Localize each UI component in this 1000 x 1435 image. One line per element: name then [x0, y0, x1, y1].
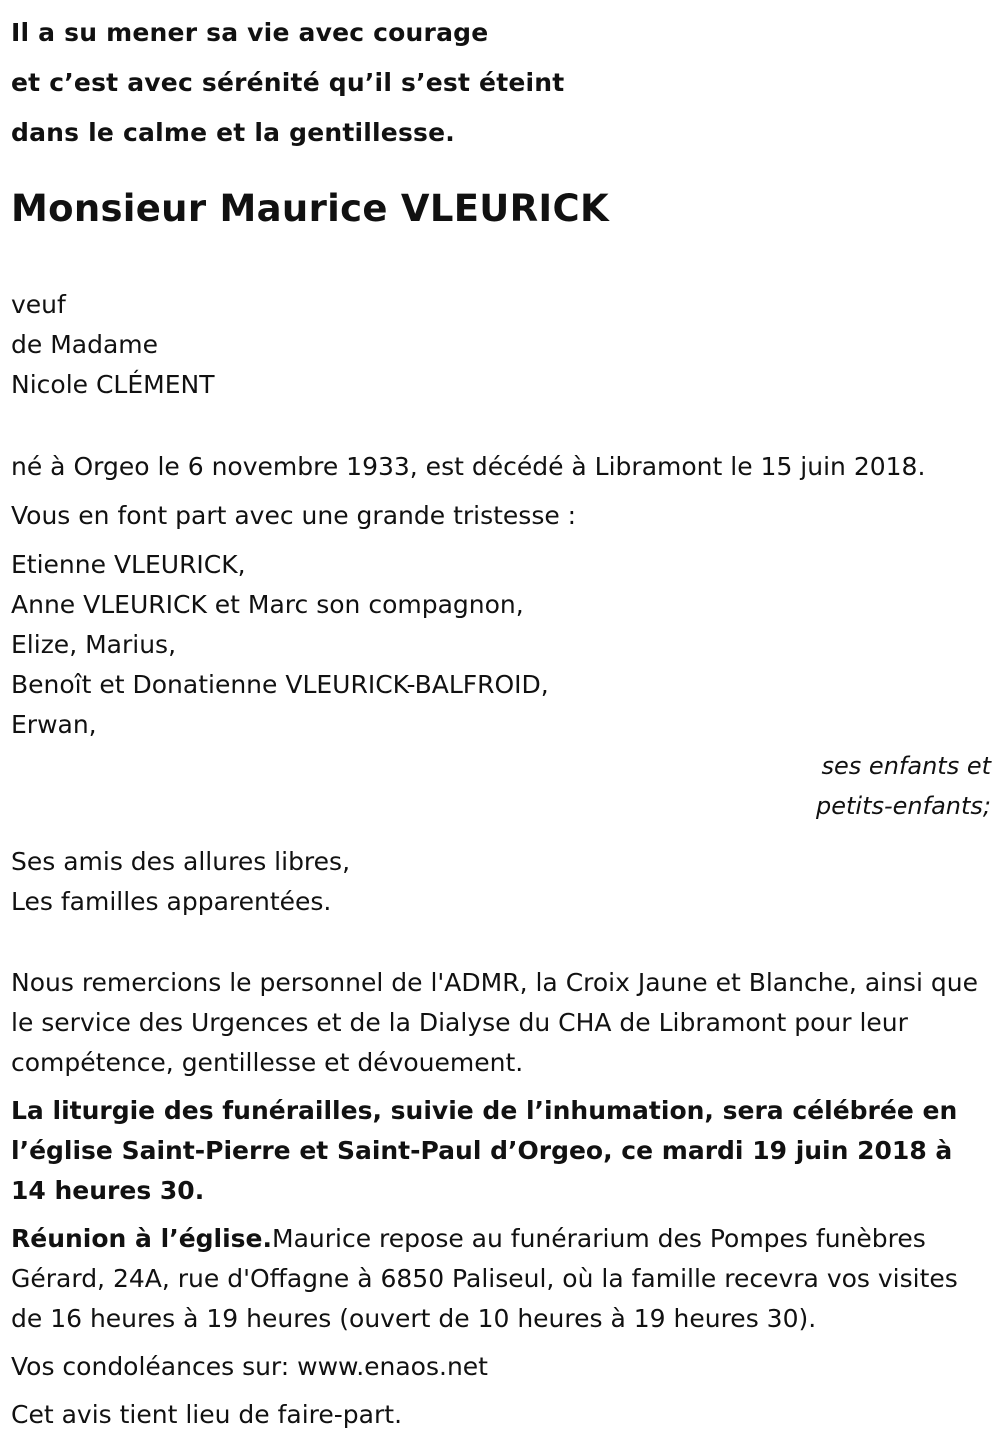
- family-member: Etienne VLEURICK,: [11, 550, 246, 579]
- widow-line: Nicole CLÉMENT: [11, 370, 215, 399]
- reunion-lead: Réunion à l’église.: [11, 1224, 273, 1253]
- deceased-name: Monsieur Maurice VLEURICK: [11, 187, 609, 230]
- poem-line: et c’est avec sérénité qu’il s’est éteint: [11, 68, 565, 97]
- family-relation-note: [11, 746, 991, 826]
- family-member: Benoît et Donatienne VLEURICK-BALFROID,: [11, 670, 549, 699]
- reunion-text: Maurice repose au funérarium des Pompes funèbres Gérard, 24A, rue d'Offagne à 6850 Paliseul, où la famille recevra vos visites de 16 heures à 19 heures (ouvert de 10 heures à 19 heures 30).: [11, 1224, 958, 1333]
- family-note-line: ses enfants et: [821, 752, 991, 780]
- reunion-paragraph: [11, 1219, 991, 1339]
- widow-line: veuf: [11, 290, 66, 319]
- mourner-line: Ses amis des allures libres,: [11, 847, 351, 876]
- poem-line: Il a su mener sa vie avec courage: [11, 18, 489, 47]
- family-member: Elize, Marius,: [11, 630, 177, 659]
- condolences-line: Vos condoléances sur: www.enaos.net: [11, 1352, 488, 1381]
- family-member: Anne VLEURICK et Marc son compagnon,: [11, 590, 524, 619]
- announcement-intro: Vous en font part avec une grande tristesse :: [11, 501, 577, 530]
- family-member: Erwan,: [11, 710, 97, 739]
- poem-line: dans le calme et la gentillesse.: [11, 118, 455, 147]
- birth-death-info: né à Orgeo le 6 novembre 1933, est décédé à Libramont le 15 juin 2018.: [11, 452, 926, 481]
- thanks-paragraph: Nous remercions le personnel de l'ADMR, la Croix Jaune et Blanche, ainsi que le service des Urgences et de la Dialyse du CHA de Libramont pour leur compétence, gentillesse et dévouement.: [11, 968, 978, 1077]
- widow-line: de Madame: [11, 330, 159, 359]
- obituary-page: [11, 0, 991, 1435]
- family-note-line: petits-enfants;: [816, 792, 991, 820]
- liturgy-paragraph: La liturgie des funérailles, suivie de l’inhumation, sera célébrée en l’église Saint-Pierre et Saint-Paul d’Orgeo, ce mardi 19 juin 2018 à 14 heures 30.: [11, 1096, 958, 1205]
- family-list: [11, 545, 991, 745]
- other-mourners: [11, 842, 991, 922]
- notice-line: Cet avis tient lieu de faire-part.: [11, 1400, 403, 1429]
- widow-info: [11, 285, 991, 405]
- mourner-line: Les familles apparentées.: [11, 887, 332, 916]
- poem: [11, 8, 991, 158]
